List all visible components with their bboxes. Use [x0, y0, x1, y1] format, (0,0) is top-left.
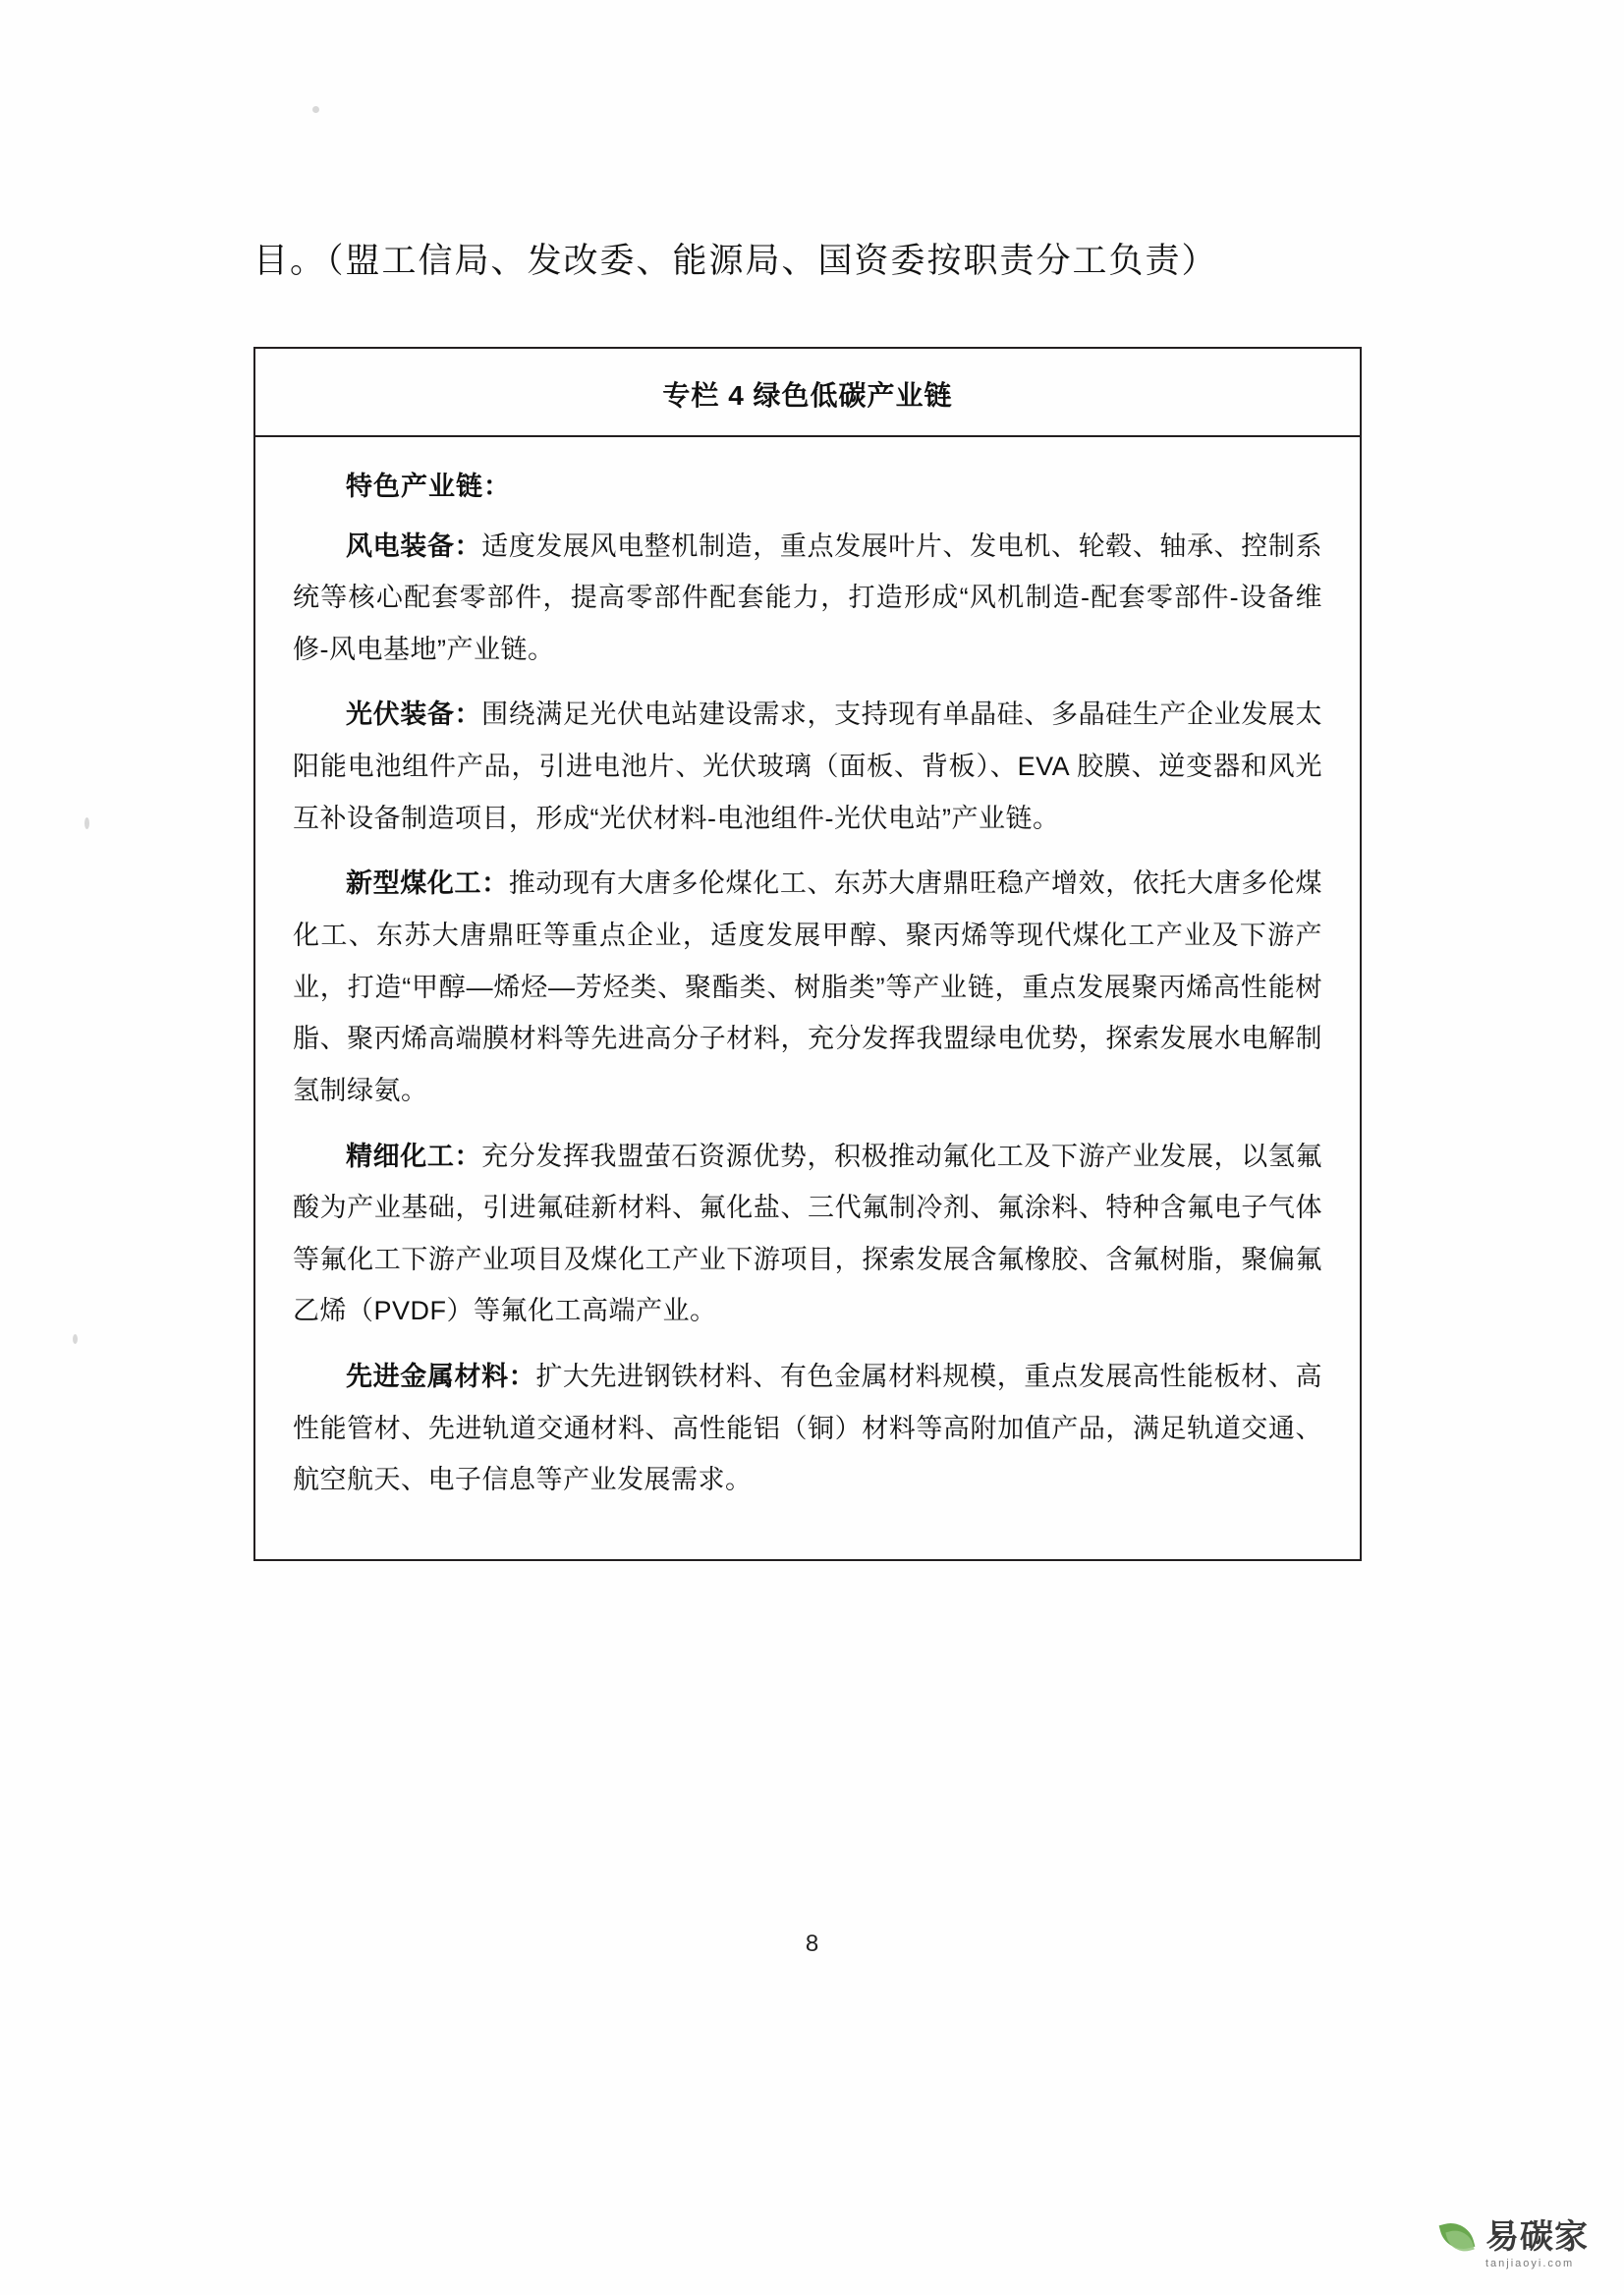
item-text: 充分发挥我盟萤石资源优势，积极推动氟化工及下游产业发展，以氢氟酸为产业基础，引进氟硅新材料、氟化盐、三代氟制冷剂、氟涂料、特种含氟电子气体等氟化工下游产业项目及煤化工产业下游项目，探索发展含氟橡胶、含氟树脂，聚偏氟乙烯（PVDF）等氟化工高端产业。: [293, 1141, 1323, 1326]
item-label: 新型煤化工：: [346, 868, 509, 899]
item-text: 围绕满足光伏电站建设需求，支持现有单晶硅、多晶硅生产企业发展太阳能电池组件产品，引进电池片、光伏玻璃（面板、背板）、EVA 胶膜、逆变器和风光互补设备制造项目，形成“光伏材料-电池组件-光伏电站”产业链。: [293, 700, 1323, 833]
watermark-sub: tanjiaoyi.com: [1485, 2257, 1575, 2269]
scan-speckle: [73, 1334, 78, 1344]
page-number: 8: [805, 1931, 819, 1957]
section-heading: 特色产业链：: [346, 471, 511, 501]
watermark: [1438, 2210, 1589, 2269]
item-text: 推动现有大唐多伦煤化工、东苏大唐鼎旺稳产增效，依托大唐多伦煤化工、东苏大唐鼎旺等重点企业，适度发展甲醇、聚丙烯等现代煤化工产业及下游产业，打造“甲醇—烯烃—芳烃类、聚酯类、树脂类”等产业链，重点发展聚丙烯高性能树脂、聚丙烯高端膜材料等先进高分子材料，充分发挥我盟绿电优势，探索发展水电解制氢制绿氨。: [293, 868, 1323, 1105]
watermark-name: 易碳家: [1485, 2217, 1589, 2256]
lead-paragraph: 目。（盟工信局、发改委、能源局、国资委按职责分工负责）: [253, 242, 1218, 280]
watermark-text-stack: [1485, 2210, 1589, 2269]
callout-box-content: [255, 437, 1360, 1560]
list-item: [293, 689, 1322, 844]
list-item: [293, 1351, 1322, 1506]
item-label: 精细化工：: [346, 1141, 482, 1171]
leaf-icon: [1438, 2219, 1478, 2259]
item-text: 扩大先进钢铁材料、有色金属材料规模，重点发展高性能板材、高性能管材、先进轨道交通材料、高性能铝（铜）材料等高附加值产品，满足轨道交通、航空航天、电子信息等产业发展需求。: [293, 1362, 1323, 1495]
callout-box-title: 专栏 4 绿色低碳产业链: [255, 349, 1360, 437]
document-body: [253, 236, 1373, 1561]
list-item: [293, 858, 1322, 1116]
item-text: 适度发展风电整机制造，重点发展叶片、发电机、轮毂、轴承、控制系统等核心配套零部件，提高零部件配套能力，打造形成“风机制造-配套零部件-设备维修-风电基地”产业链。: [293, 531, 1323, 664]
callout-box: [253, 347, 1362, 1562]
scan-speckle: [84, 817, 89, 829]
item-label: 光伏装备：: [346, 700, 482, 730]
list-item: [293, 521, 1322, 676]
item-label: 风电装备：: [346, 531, 482, 561]
item-label: 先进金属材料：: [346, 1362, 536, 1392]
list-item: [293, 1131, 1322, 1338]
scan-speckle: [312, 106, 319, 113]
